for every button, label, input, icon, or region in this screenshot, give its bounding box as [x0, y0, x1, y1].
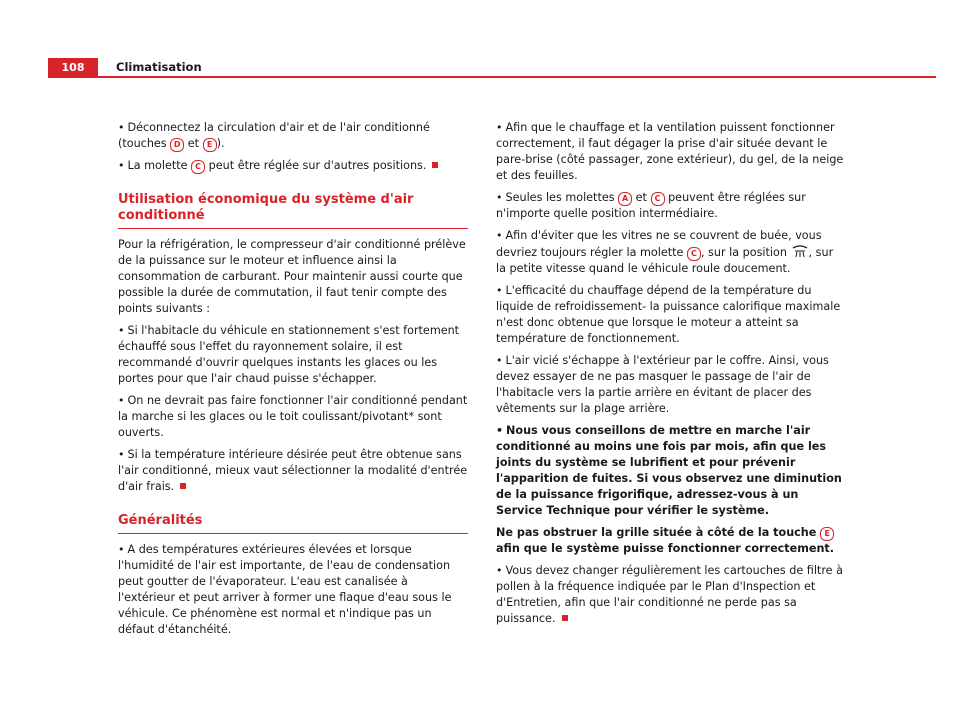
- text: L'efficacité du chauffage dépend de la température du liquide de refroidissement- la puissance calorifique maximale n'est donc obtenue que lorsque le moteur a atteint sa température de fonctionnement.: [496, 284, 841, 345]
- right-bullet-6: [496, 423, 846, 519]
- bullet-icon: •: [118, 543, 125, 556]
- text: Afin d'éviter que les vitres ne se couvrent de buée, vous devriez toujours régler la molette: [496, 229, 822, 259]
- right-bullet-2: [496, 190, 846, 222]
- end-mark-icon: [562, 615, 568, 621]
- bullet-icon: •: [118, 324, 125, 337]
- bullet-icon: •: [496, 424, 504, 437]
- text: La molette: [127, 159, 188, 172]
- text: , sur la position: [700, 246, 787, 259]
- economy-bullet-1: [118, 323, 468, 387]
- bullet-icon: •: [496, 191, 503, 204]
- text: A des températures extérieures élevées et lorsque l'humidité de l'air est importante, de l'eau de condensation peut goutter de l'évaporateur. L'eau est canalisée à l'extérieur et peut arriver à former une flaque d'eau sous le véhicule. Ce phénomène est normal et n'indique pas un défaut d'étanchéité.: [118, 543, 452, 636]
- bullet-icon: •: [118, 448, 125, 461]
- text: Si l'habitacle du véhicule en stationnement s'est fortement échauffé sous l'effet du rayonnement solaire, il est recommandé d'ouvrir quelques instants les glaces ou les portes pour que l'air chaud puisse s'échapper.: [118, 324, 460, 385]
- right-bold-note: [496, 525, 846, 557]
- key-d-icon: D: [170, 138, 184, 152]
- text: Déconnectez la circulation d'air et de l'air conditionné (touches: [118, 121, 430, 150]
- section-title-economy: Utilisation économique du système d'air conditionné: [118, 192, 468, 229]
- right-column: [496, 120, 846, 633]
- text: Ne pas obstruer la grille située à côté de la touche: [496, 526, 817, 539]
- text: Si la température intérieure désirée peut être obtenue sans l'air conditionné, mieux vaut sélectionner la modalité d'entrée d'air frais.: [118, 448, 468, 493]
- page-header: [48, 58, 936, 77]
- bullet-icon: •: [118, 121, 125, 134]
- end-mark-icon: [180, 483, 186, 489]
- key-a-icon: A: [618, 192, 632, 206]
- general-bullet-1: [118, 542, 468, 638]
- text: On ne devrait pas faire fonctionner l'air conditionné pendant la marche si les glaces ou le toit coulissant/pivotant* sont ouverts.: [118, 394, 468, 439]
- left-column: [118, 120, 468, 644]
- bullet-icon: •: [496, 354, 503, 367]
- end-mark-icon: [432, 162, 438, 168]
- economy-bullet-3: [118, 447, 468, 495]
- bullet-icon: •: [496, 229, 503, 242]
- economy-paragraph: Pour la réfrigération, le compresseur d'air conditionné prélève de la puissance sur le moteur et influence ainsi la consommation de carburant. Pour maintenir aussi courte que possible la durée de commutation, il faut tenir compte des points suivants :: [118, 238, 466, 315]
- key-c-icon: C: [651, 192, 665, 206]
- text: L'air vicié s'échappe à l'extérieur par le coffre. Ainsi, vous devez essayer de ne pas masquer le passage de l'air de l'habitacle vers la partie arrière en évitant de placer des vêtements sur la plage arrière.: [496, 354, 829, 415]
- text: Vous devez changer régulièrement les cartouches de filtre à pollen à la fréquence indiquée par le Plan d'Inspection et d'Entretien, afin que l'air conditionné ne perde pas sa puissance.: [496, 564, 843, 625]
- bullet-icon: •: [118, 159, 125, 172]
- defrost-icon: [791, 244, 809, 258]
- text: ).: [216, 137, 225, 150]
- right-bullet-4: [496, 283, 846, 347]
- key-e-icon: E: [820, 527, 834, 541]
- chapter-title: Climatisation: [116, 60, 202, 74]
- text: Seules les molettes: [505, 191, 615, 204]
- page-number: 108: [48, 58, 98, 77]
- text: peut être réglée sur d'autres positions.: [208, 159, 427, 172]
- text: peuvent être réglées sur n'importe quelle position intermédiaire.: [496, 191, 806, 220]
- key-c-icon: C: [191, 160, 205, 174]
- key-e-icon: E: [203, 138, 217, 152]
- text: Afin que le chauffage et la ventilation puissent fonctionner correctement, il faut dégager la prise d'air située devant le pare-brise (côté passager, zone extérieur), du gel, de la neige et des feuilles.: [496, 121, 844, 182]
- section-title-general: Généralités: [118, 513, 468, 534]
- bullet-icon: •: [118, 394, 125, 407]
- key-c-icon: C: [687, 247, 701, 261]
- text: Nous vous conseillons de mettre en marche l'air conditionné au moins une fois par mois, afin que les joints du système se lubrifient et pour prévenir l'apparition de fuites. Si vous observez une diminution de la puissance frigorifique, adressez-vous à un Service Technique pour vérifier le système.: [496, 424, 842, 517]
- intro-item-1: [118, 120, 468, 152]
- right-bullet-5: [496, 353, 846, 417]
- right-bullet-3: [496, 228, 846, 277]
- text: afin que le système puisse fonctionner correctement.: [496, 542, 835, 555]
- economy-bullet-2: [118, 393, 468, 441]
- right-bullet-1: [496, 120, 846, 184]
- bullet-icon: •: [496, 564, 503, 577]
- intro-item-2: [118, 158, 468, 174]
- bullet-icon: •: [496, 284, 503, 297]
- bullet-icon: •: [496, 121, 503, 134]
- header-rule: [48, 76, 936, 78]
- right-bullet-7: [496, 563, 846, 627]
- text: et: [187, 137, 200, 150]
- text: , sur la petite vitesse quand le véhicule roule doucement.: [496, 246, 834, 275]
- text: et: [635, 191, 647, 204]
